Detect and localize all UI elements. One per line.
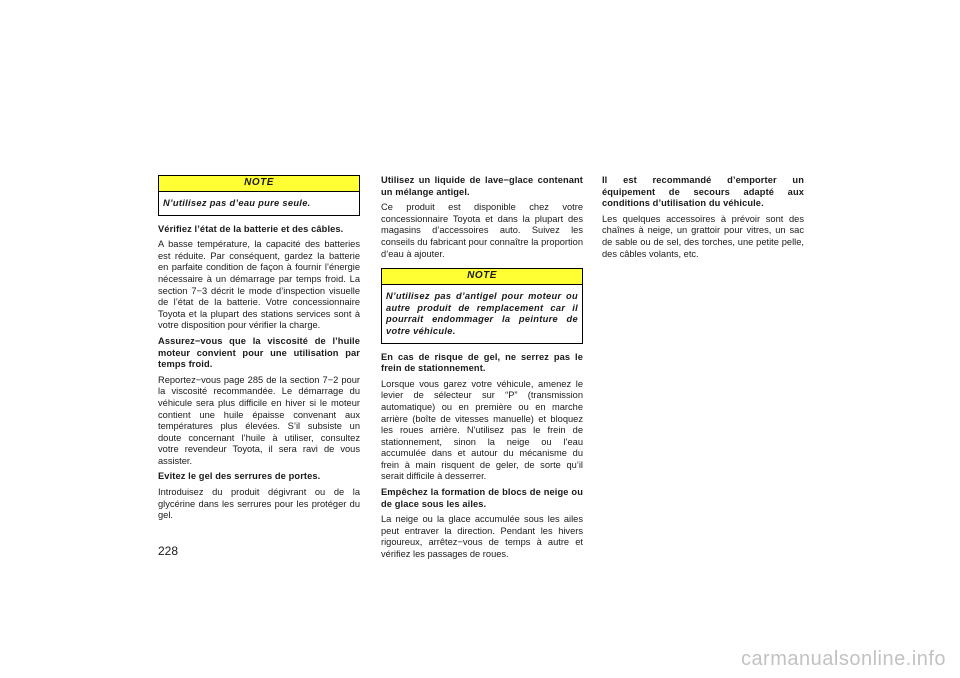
section-heading: Evitez le gel des serrures de portes. <box>158 471 321 482</box>
watermark: carmanualsonline.info <box>740 648 946 670</box>
section-heading: Vérifiez l’état de la batterie et des câbles. <box>158 223 344 234</box>
note-text: N’utilisez pas d’eau pure seule. <box>163 198 311 208</box>
note-title: NOTE <box>159 176 359 192</box>
section-heading: Assurez−vous que la viscosité de l’huile moteur convient pour une utilisation par temps froid. <box>158 335 360 370</box>
column-left <box>158 175 360 526</box>
section-text: Reportez−vous page 285 de la section 7−2 pour la viscosité recommandée. Le démarrage du véhicule sera plus difficile en hiver si le moteur contient une huile épaisse convenant aux températures plus élevées. S’il subsiste un doute concernant l’huile à utiliser, consultez votre revendeur Toyota, il sera ravi de vous assister. <box>158 374 360 466</box>
section-text: Lorsque vous garez votre véhicule, amenez le levier de sélecteur sur “P” (transmission automatique) ou en première ou en marche arrière (boîte de vitesses manuelle) et bloquez les roues arrière. N’utilisez pas le frein de stationnement, sinon la neige ou l’eau accumulée dans et autour du mécanisme du frein à main risquent de geler, de sorte qu’il serait difficile à desserrer. <box>381 378 583 482</box>
section-text: A basse température, la capacité des batteries est réduite. Par conséquent, gardez la batterie en parfaite condition de façon à fournir l’énergie nécessaire à un démarrage par temps froid. La section 7−3 décrit le mode d’inspection visuelle de l’état de la batterie. Votre concessionnaire Toyota et la plupart des stations services sont à votre disposition pour vérifier la charge. <box>158 239 360 331</box>
section-text: Introduisez du produit dégivrant ou de la glycérine dans les serrures pour les protéger du gel. <box>158 487 360 521</box>
column-right <box>602 175 804 264</box>
section-text: La neige ou la glace accumulée sous les ailes peut entraver la direction. Pendant les hivers rigoureux, arrêtez−vous de temps à autre et vérifiez les passages de roues. <box>381 514 583 560</box>
section-text: Les quelques accessoires à prévoir sont des chaînes à neige, un grattoir pour vitres, un sac de sable ou de sel, des torches, une petite pelle, des câbles volants, etc. <box>602 213 804 259</box>
section-heading: Utilisez un liquide de lave−glace contenant un mélange antigel. <box>381 175 583 197</box>
section-heading: En cas de risque de gel, ne serrez pas le frein de stationnement. <box>381 351 583 374</box>
note-text: N’utilisez pas d’antigel pour moteur ou autre produit de remplacement car il pourrait endommager la peinture de votre véhicule. <box>386 291 578 336</box>
page-number: 228 <box>158 544 179 558</box>
section-text: Ce produit est disponible chez votre concessionnaire Toyota et dans la plupart des magasins d’accessoires auto. Suivez les conseils du fabricant pour connaître la proportion d’eau à ajouter. <box>381 202 583 259</box>
section-heading: Empêchez la formation de blocs de neige ou de glace sous les ailes. <box>381 487 583 509</box>
column-middle <box>381 175 583 565</box>
note-box <box>381 268 583 343</box>
section-heading: Il est recommandé d’emporter un équipement de secours adapté aux conditions d’utilisation du véhicule. <box>602 175 804 209</box>
note-title: NOTE <box>382 269 582 285</box>
note-box <box>158 175 360 216</box>
